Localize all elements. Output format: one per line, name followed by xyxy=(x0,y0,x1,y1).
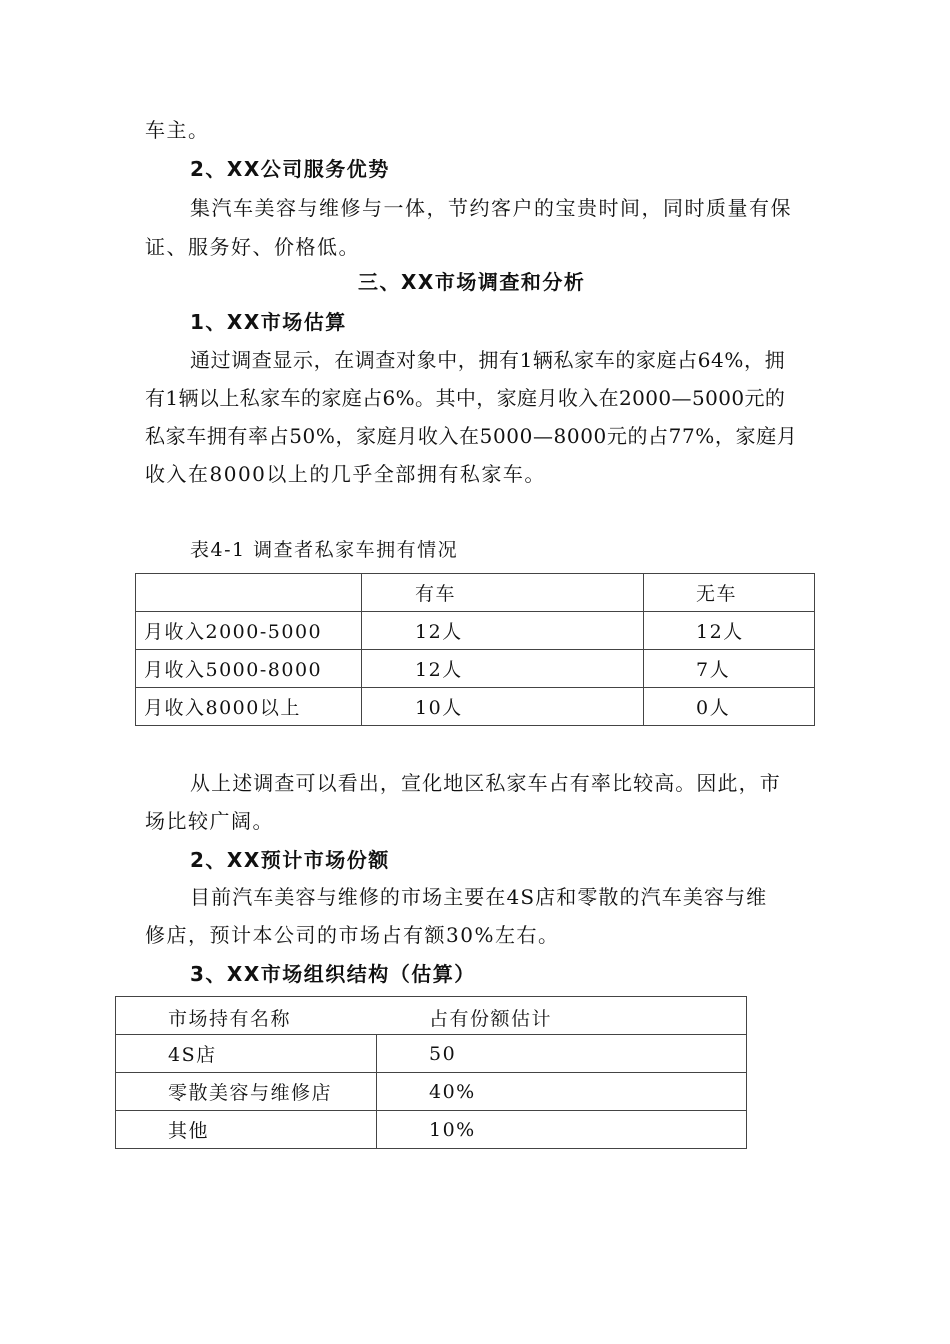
paragraph-line: 通过调查显示，在调查对象中，拥有1辆私家车的家庭占64%，拥 xyxy=(190,348,786,372)
table-cell: 月收入2000-5000 xyxy=(136,612,362,650)
market-structure-table xyxy=(115,996,747,1149)
subheading-service-advantage: 2、XX公司服务优势 xyxy=(190,157,390,181)
table-header-label: 占有份额估计 xyxy=(429,1008,553,1030)
table-cell: 40% xyxy=(377,1073,747,1111)
table-cell: 10% xyxy=(377,1111,747,1149)
table-cell: 12人 xyxy=(644,612,815,650)
table-cell: 0人 xyxy=(644,688,815,726)
table-cell: 其他 xyxy=(116,1111,377,1149)
subheading-market-share: 2、XX预计市场份额 xyxy=(190,848,390,872)
table-row xyxy=(116,1073,747,1111)
paragraph-line: 有1辆以上私家车的家庭占6%。其中，家庭月收入在2000—5000元的 xyxy=(145,386,786,410)
table-cell: 月收入8000以上 xyxy=(136,688,362,726)
table-cell: 零散美容与维修店 xyxy=(116,1073,377,1111)
table-row xyxy=(136,650,815,688)
subheading-market-structure: 3、XX市场组织结构（估算） xyxy=(190,962,476,986)
table-cell: 12人 xyxy=(362,612,644,650)
table-header-cell: 无车 xyxy=(644,574,815,612)
table-cell: 4S店 xyxy=(116,1035,377,1073)
table-cell: 7人 xyxy=(644,650,815,688)
table-row xyxy=(136,612,815,650)
table-row xyxy=(136,688,815,726)
table-row xyxy=(116,1111,747,1149)
table-header-label: 市场持有名称 xyxy=(168,1008,292,1030)
paragraph-line: 集汽车美容与维修与一体，节约客户的宝贵时间，同时质量有保 xyxy=(190,196,792,220)
paragraph-line: 修店，预计本公司的市场占有额30%左右。 xyxy=(145,923,560,947)
subheading-market-estimate: 1、XX市场估算 xyxy=(190,310,347,334)
table-header-row xyxy=(116,997,747,1035)
paragraph-line: 目前汽车美容与维修的市场主要在4S店和零散的汽车美容与维 xyxy=(190,885,768,909)
table1-caption: 表4-1 调查者私家车拥有情况 xyxy=(190,539,459,561)
table-header-cell: 有车 xyxy=(362,574,644,612)
table-header-cell xyxy=(136,574,362,612)
table-cell: 50 xyxy=(377,1035,747,1073)
section-heading-market-research: 三、XX市场调查和分析 xyxy=(358,270,586,294)
paragraph-line: 从上述调查可以看出，宣化地区私家车占有率比较高。因此，市 xyxy=(190,771,781,795)
paragraph-line: 私家车拥有率占50%，家庭月收入在5000—8000元的占77%，家庭月 xyxy=(145,424,798,448)
table-cell: 12人 xyxy=(362,650,644,688)
table-cell: 月收入5000-8000 xyxy=(136,650,362,688)
table-header-cell xyxy=(116,997,747,1035)
table-row xyxy=(116,1035,747,1073)
table-header-row xyxy=(136,574,815,612)
paragraph-line: 车主。 xyxy=(145,118,210,142)
paragraph-line: 证、服务好、价格低。 xyxy=(145,235,360,259)
car-ownership-table xyxy=(135,573,815,726)
table-cell: 10人 xyxy=(362,688,644,726)
paragraph-line: 收入在8000以上的几乎全部拥有私家车。 xyxy=(145,462,546,486)
paragraph-line: 场比较广阔。 xyxy=(145,809,274,833)
